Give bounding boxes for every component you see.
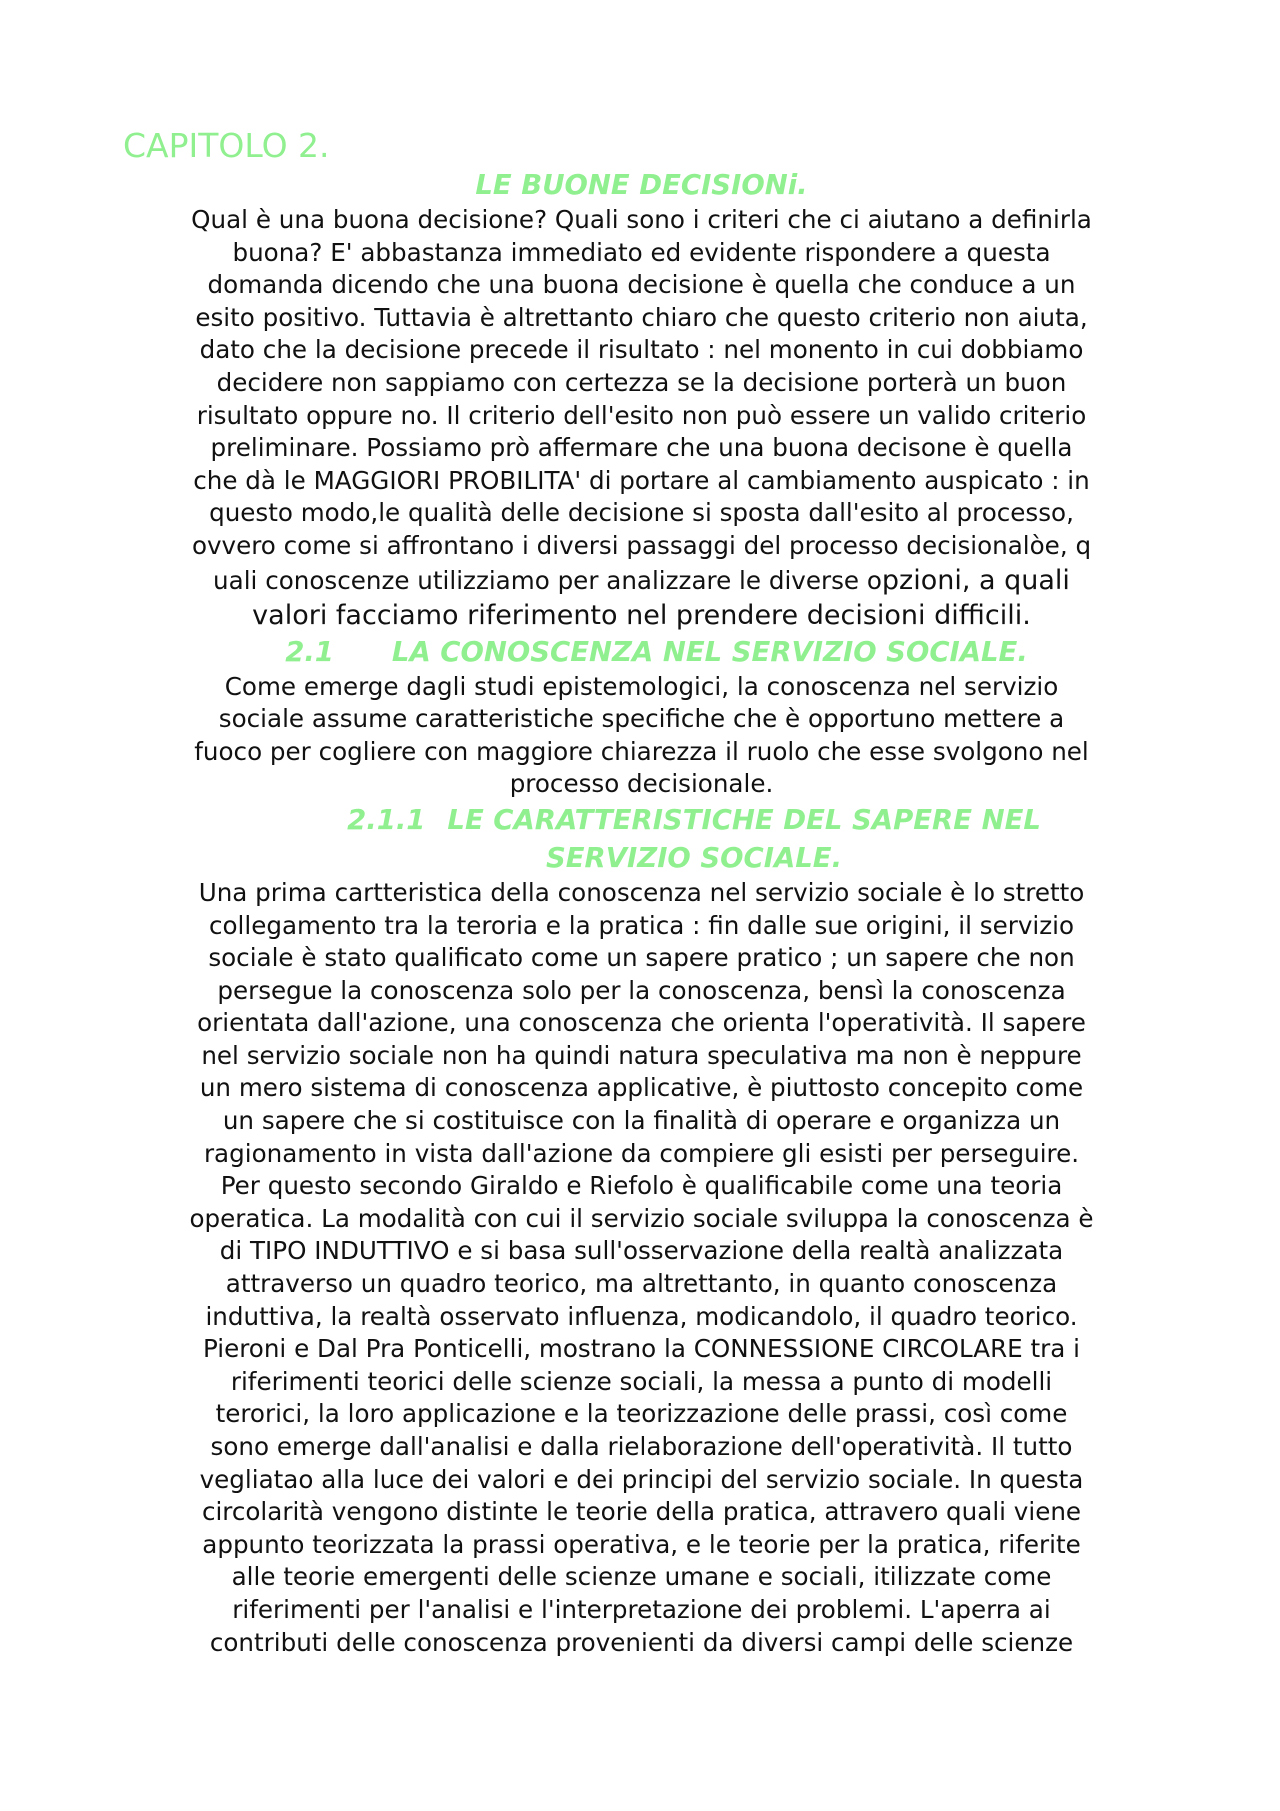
paragraph-line: riferimenti per l'analisi e l'interpretazione dei problemi. L'aperra ai — [232, 1594, 1051, 1624]
paragraph-line: attraverso un quadro teorico, ma altrettanto, in quanto conoscenza — [225, 1269, 1058, 1299]
paragraph-line: induttiva, la realtà osservato influenza, modicandolo, il quadro teorico. — [205, 1301, 1078, 1331]
paragraph-line: alle teorie emergenti delle scienze umane e sociali, itilizzate come — [231, 1562, 1052, 1592]
paragraph-line: buona? E' abbastanza immediato ed evidente rispondere a questa — [232, 237, 1051, 267]
paragraph-line: di TIPO INDUTTIVO e si basa sull'osservazione della realtà analizzata — [219, 1236, 1064, 1266]
section-number: 2.1.1 — [347, 803, 426, 836]
paragraph-line: processo decisionale. — [509, 769, 774, 799]
paragraph-line: ovvero come si affrontano i diversi passaggi del processo decisionalòe, q — [191, 530, 1092, 560]
paragraph-line: un mero sistema di conoscenza applicative, è piuttosto concepito come — [199, 1073, 1084, 1103]
paragraph-line: Qual è una buona decisione? Quali sono i criteri che ci aiutano a definirla — [191, 205, 1092, 234]
paragraph-line: vegliatao alla luce dei valori e dei principi del servizio sociale. In questa — [199, 1464, 1084, 1494]
paragraph-line: questo modo,le qualità delle decisione si sposta dall'esito al processo, — [209, 498, 1074, 528]
paragraph-line: domanda dicendo che una buona decisione è quella che conduce a un — [207, 270, 1076, 300]
paragraph-line: persegue la conoscenza solo per la conoscenza, bensì la conoscenza — [217, 975, 1066, 1005]
chapter-title: CAPITOLO 2. — [123, 126, 330, 165]
section-heading-2-1-1 — [123, 801, 1160, 877]
paragraph-line: esito positivo. Tuttavia è altrettanto chiaro che questo criterio non aiuta, — [195, 302, 1088, 332]
paragraph-line: risultato oppure no. Il criterio dell'esito non può essere un valido criterio — [196, 400, 1087, 430]
paragraph-line: terorici, la loro applicazione e la teorizzazione delle prassi, così come — [215, 1399, 1068, 1429]
paragraph-line: Una prima cartteristica della conoscenza nel servizio sociale è lo stretto — [198, 877, 1085, 907]
paragraph-fragment: uali conoscenze utilizziamo per analizzare le diverse o — [213, 565, 882, 595]
paragraph-line: sociale assume caratteristiche specifiche che è opportuno mettere a — [218, 704, 1065, 734]
section-number: 2.1 — [285, 635, 334, 668]
paragraph-2 — [123, 671, 1160, 801]
paragraph-line: orientata dall'azione, una conoscenza che orienta l'operatività. Il sapere — [197, 1008, 1086, 1038]
paragraph-line: fuoco per cogliere con maggiore chiarezza il ruolo che esse svolgono nel — [194, 736, 1089, 766]
section-title: LA CONOSCENZA NEL SERVIZIO SOCIALE. — [391, 635, 1028, 668]
paragraph-line: dato che la decisione precede il risultato : nel monento in cui dobbiamo — [199, 335, 1084, 365]
paragraph-line: contributi delle conoscenza provenienti da diversi campi delle scienze — [209, 1627, 1074, 1657]
paragraph-line: Pieroni e Dal Pra Ponticelli, mostrano la CONNESSIONE CIRCOLARE tra i — [202, 1334, 1081, 1364]
paragraph-line: collegamento tra la teroria e la pratica : fin dalle sue origini, il servizio — [208, 910, 1075, 940]
paragraph-line: ragionamento in vista dall'azione da compiere gli esisti per perseguire. — [203, 1138, 1080, 1168]
paragraph-line: nel servizio sociale non ha quindi natura speculativa ma non è neppure — [201, 1040, 1082, 1070]
paragraph-line: un sapere che si costituisce con la finalità di operare e organizza un — [222, 1106, 1061, 1136]
paragraph-3 — [123, 877, 1160, 1659]
paragraph-line: sociale è stato qualificato come un sapere pratico ; un sapere che non — [208, 943, 1075, 973]
paragraph-line: circolarità vengono distinte le teorie della pratica, attravero quali viene — [201, 1497, 1082, 1527]
paragraph-line-large: valori facciamo riferimento nel prendere decisioni difficili. — [252, 599, 1031, 631]
paragraph-1 — [123, 204, 1160, 633]
section-title-line-1: LE CARATTERISTICHE DEL SAPERE NEL — [447, 803, 1041, 836]
section-heading-main: LE BUONE DECISIONi. — [475, 169, 808, 201]
section-title-line-2: SERVIZIO SOCIALE. — [545, 841, 843, 874]
paragraph-fragment-large: pzioni, a quali — [881, 564, 1070, 596]
section-heading-2-1 — [123, 633, 1160, 671]
paragraph-line: preliminare. Possiamo prò affermare che una buona decisone è quella — [210, 433, 1073, 463]
paragraph-line: Come emerge dagli studi epistemologici, la conoscenza nel servizio — [224, 671, 1059, 701]
paragraph-line: riferimenti teorici delle scienze sociali, la messa a punto di modelli — [230, 1366, 1053, 1396]
paragraph-line: operatica. La modalità con cui il servizio sociale sviluppa la conoscenza è — [189, 1203, 1094, 1233]
section-heading-row — [228, 801, 1160, 839]
paragraph-line: sono emerge dall'analisi e dalla rielaborazione dell'operatività. Il tutto — [210, 1432, 1073, 1461]
paragraph-line: che dà le MAGGIORI PROBILITA' di portare al cambiamento auspicato : in — [193, 465, 1090, 495]
paragraph-line: appunto teorizzata la prassi operativa, e le teorie per la pratica, riferite — [202, 1529, 1081, 1559]
paragraph-line-mixed — [123, 563, 1160, 599]
paragraph-line: Per questo secondo Giraldo e Riefolo è qualificabile come una teoria — [220, 1171, 1063, 1201]
paragraph-line: decidere non sappiamo con certezza se la decisione porterà un buon — [216, 367, 1067, 397]
